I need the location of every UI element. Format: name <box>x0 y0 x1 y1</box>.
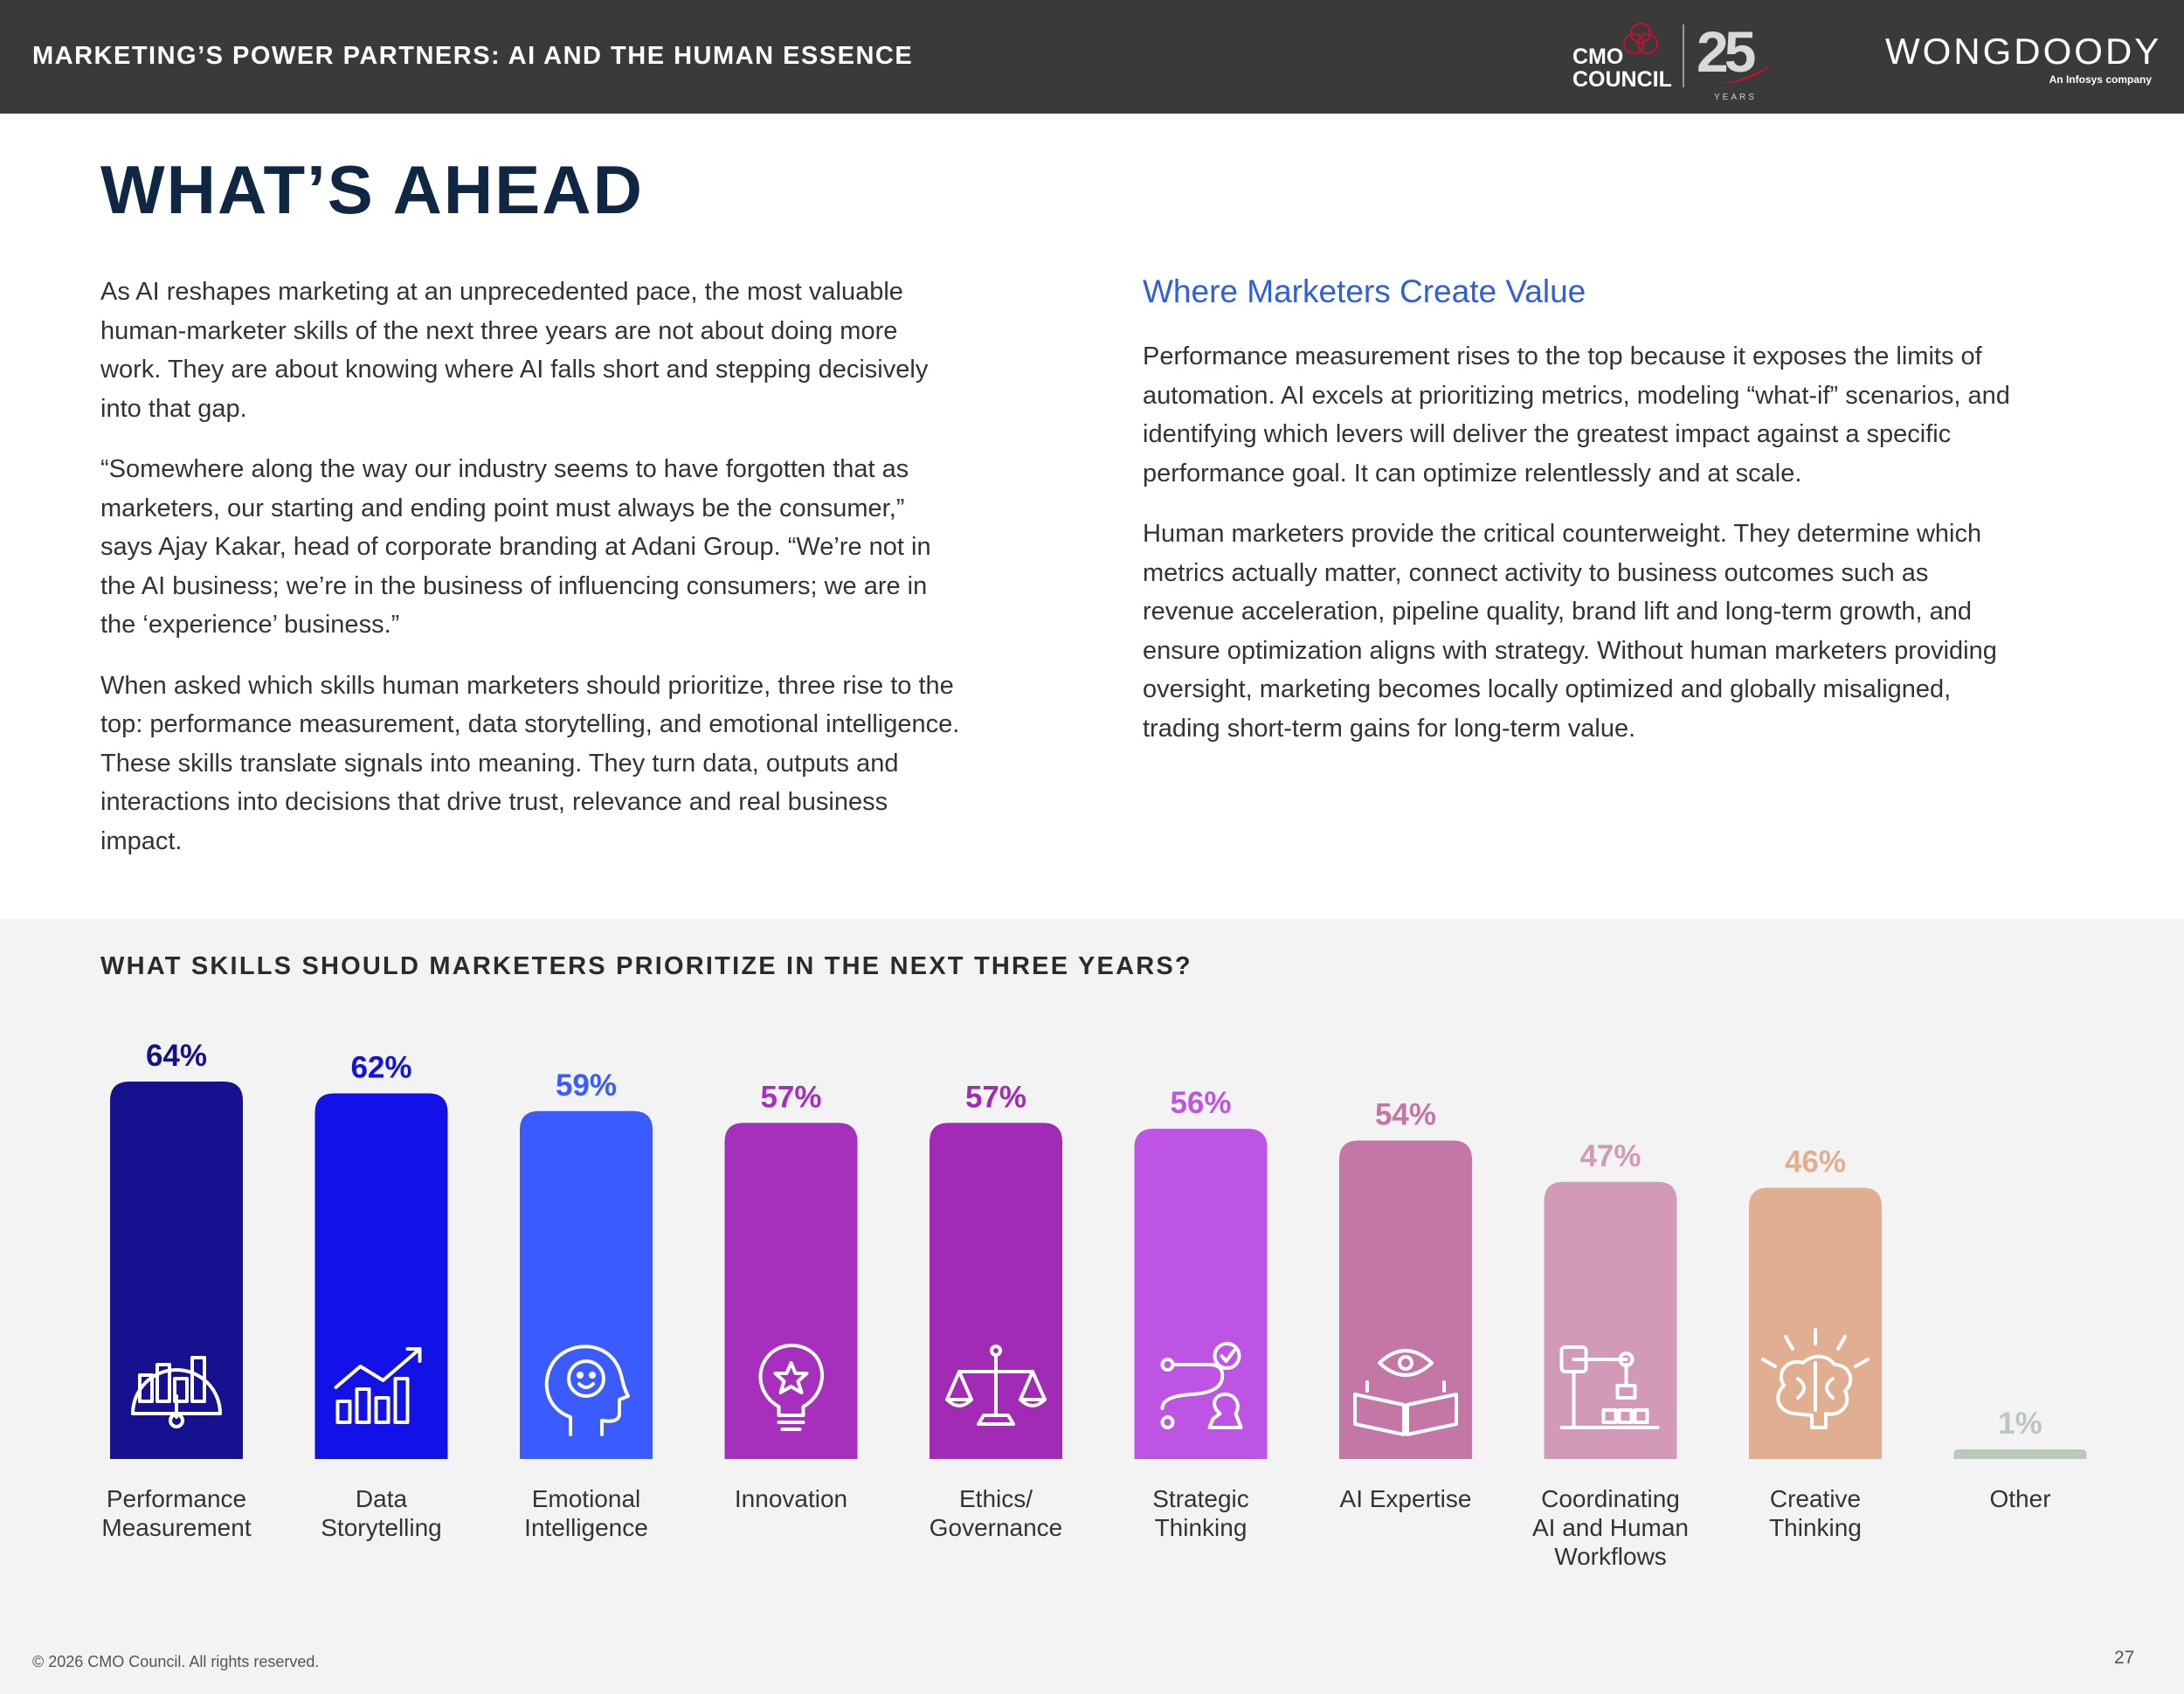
value-label: 47% <box>1579 1138 1641 1173</box>
wongdoody-logo <box>1885 31 2162 86</box>
report-title: MARKETING’S POWER PARTNERS: AI AND THE HUMAN ESSENCE <box>32 42 914 70</box>
copyright-note: © 2026 CMO Council. All rights reserved. <box>32 1653 320 1670</box>
bar <box>725 1123 858 1459</box>
category-label <box>1340 1485 1472 1512</box>
category-label-line: Performance <box>106 1485 247 1512</box>
intro-column <box>100 273 961 882</box>
category-label-line: Storytelling <box>321 1514 442 1541</box>
category-label <box>1152 1485 1249 1541</box>
bar <box>1545 1182 1677 1459</box>
cmo-logo-line1: CMO <box>1572 45 1624 69</box>
measurement-paragraph: Performance measurement rises to the top because it exposes the limits of automation. AI excels at prioritizing metrics, modeling “what-if” scenarios, and identifying which levers will deliver the greatest impact against a specific performance goal. It can optimize relentlessly and at scale. <box>1143 342 2010 487</box>
skills-paragraph: When asked which skills human marketers should prioritize, three rise to the top: performance measurement, data storytelling, and emotional intelligence. These skills translate signals into meaning. They turn data, outputs and interactions into decisions that drive trust, relevance and real business impact. <box>100 671 960 855</box>
bar <box>1954 1449 2087 1459</box>
anniversary-number: 25 <box>1697 19 1752 84</box>
category-label-line: Governance <box>929 1514 1063 1541</box>
header-bar <box>0 0 2184 114</box>
value-label: 57% <box>964 1080 1027 1115</box>
cmo-rings-icon <box>1623 21 1658 56</box>
value-label: 64% <box>145 1039 208 1073</box>
category-label-line: Innovation <box>734 1485 848 1512</box>
bar <box>1135 1129 1268 1459</box>
category-label-line: Workflows <box>1554 1543 1667 1570</box>
page-heading: WHAT’S AHEAD <box>100 151 644 228</box>
value-label: 46% <box>1784 1144 1847 1179</box>
value-subheading: Where Marketers Create Value <box>1143 273 1586 309</box>
category-label <box>1769 1485 1862 1541</box>
category-label <box>101 1485 251 1541</box>
category-label-line: AI Expertise <box>1339 1485 1472 1512</box>
bar <box>1749 1188 1882 1460</box>
value-label: 62% <box>350 1050 412 1085</box>
chart-title: WHAT SKILLS SHOULD MARKETERS PRIORITIZE IN THE NEXT THREE YEARS? <box>100 952 1192 980</box>
wongdoody-tagline: An Infosys company <box>2049 73 2152 86</box>
category-label-line: AI and Human <box>1532 1514 1689 1541</box>
cmo-council-logo <box>1572 19 1782 102</box>
cmo-logo-line2: COUNCIL <box>1572 67 1672 92</box>
value-label: 54% <box>1374 1097 1437 1132</box>
value-label: 56% <box>1170 1086 1232 1120</box>
category-label <box>735 1485 847 1512</box>
value-label: 1% <box>1998 1407 2042 1441</box>
wongdoody-name: WONGDOODY <box>1885 31 2162 72</box>
anniversary-swoosh-icon <box>1693 61 1773 87</box>
category-label-line: Thinking <box>1769 1514 1862 1541</box>
category-label <box>524 1485 648 1541</box>
bar <box>315 1094 448 1460</box>
category-label <box>321 1485 442 1541</box>
category-label-line: Thinking <box>1154 1514 1248 1541</box>
category-label <box>1532 1485 1689 1570</box>
logo-divider <box>1683 24 1684 87</box>
value-label: 59% <box>555 1068 618 1103</box>
quote-paragraph: “Somewhere along the way our industry seems to have forgotten that as marketers, our starting and ending point must always be the consumer,” says Ajay Kakar, head of corporate branding at Adani Group. “We’re not in the AI business; we’re in the business of influencing consumers; we are in the ‘experience’ business.” <box>100 455 931 639</box>
skills-bar-chart <box>0 919 2184 1694</box>
category-label-line: Other <box>1989 1485 2051 1512</box>
category-label-line: Coordinating <box>1541 1485 1680 1512</box>
anniversary-word: YEARS <box>1714 93 1757 102</box>
category-label <box>1989 1485 2050 1512</box>
counterweight-paragraph: Human marketers provide the critical counterweight. They determine which metrics actually matter, connect activity to business outcomes such as revenue acceleration, pipeline quality, brand lift and long-term growth, and ensure optimization aligns with strategy. Without human marketers providing oversight, marketing becomes locally optimized and globally misaligned, trading short-term gains for long-term value. <box>1143 520 1997 743</box>
category-label-line: Strategic <box>1152 1485 1249 1512</box>
category-label-line: Data <box>355 1485 408 1512</box>
category-label-line: Measurement <box>101 1514 252 1541</box>
category-label-line: Creative <box>1769 1485 1862 1512</box>
value-label: 57% <box>760 1080 822 1115</box>
category-label-line: Ethics/ <box>958 1485 1033 1512</box>
category-label <box>930 1485 1063 1541</box>
bar <box>520 1111 653 1459</box>
page-number: 27 <box>2114 1648 2135 1668</box>
category-label-line: Emotional <box>531 1485 641 1512</box>
value-column <box>1143 337 2016 770</box>
category-label-line: Intelligence <box>524 1514 648 1541</box>
intro-paragraph: As AI reshapes marketing at an unprecedented pace, the most valuable human-marketer skills of the next three years are not about doing more work. They are about knowing where AI falls short and stepping decisively into that gap. <box>100 278 929 423</box>
